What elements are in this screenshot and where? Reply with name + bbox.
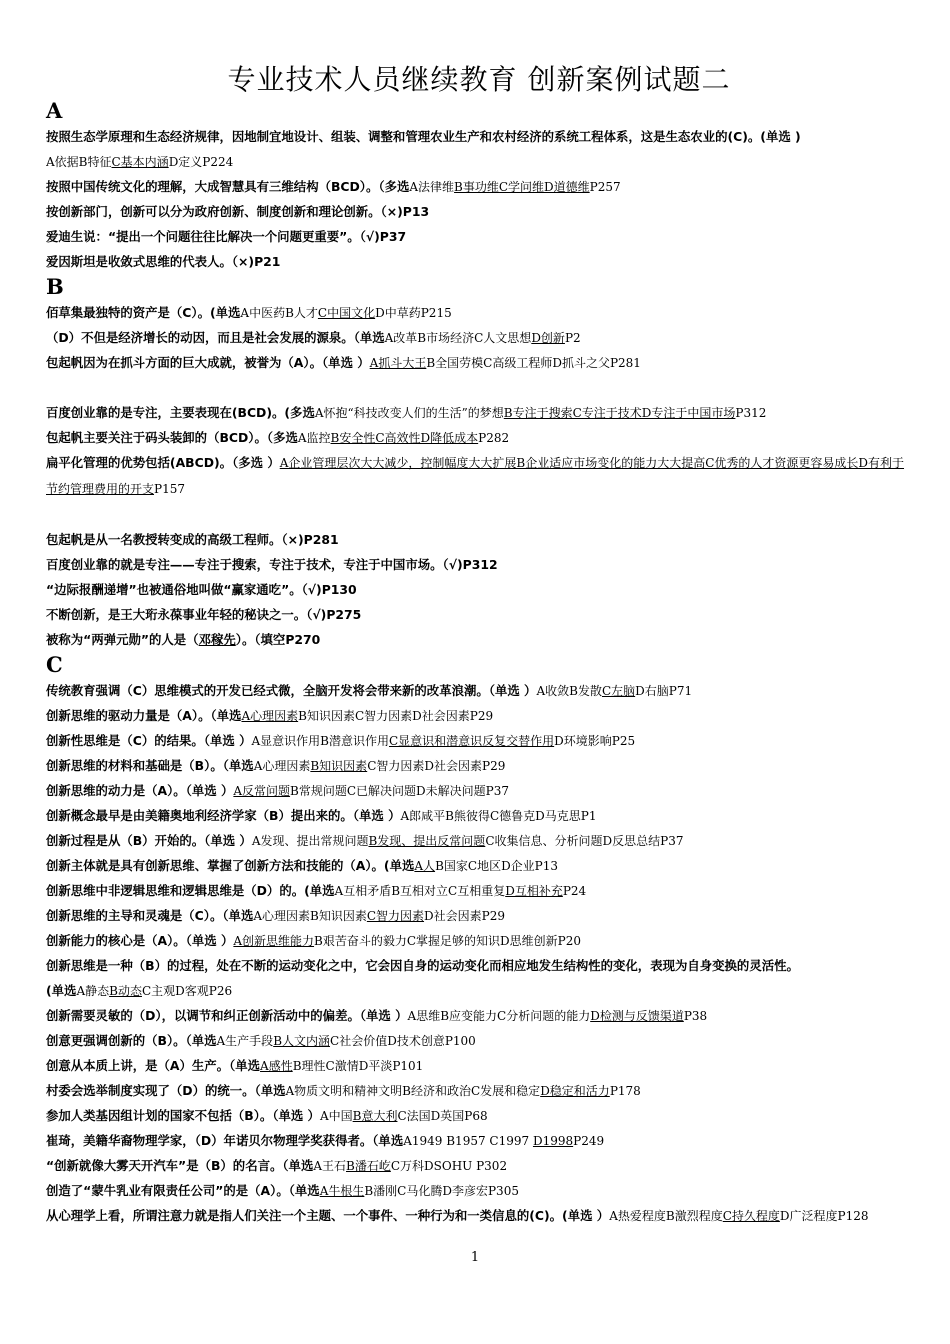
- question-item: [46, 978, 912, 1003]
- question-text: 包起帆主要关注于码头装卸的（BCD）。（多选: [46, 430, 298, 445]
- correct-answer: A牛根生: [319, 1184, 365, 1198]
- document-title: 专业技术人员继续教育 创新案例试题二: [227, 63, 731, 96]
- question-item: [46, 678, 912, 703]
- correct-answer: D检测与反馈渠道: [590, 1009, 684, 1023]
- options-text: A法律维: [409, 180, 455, 194]
- correct-answer: B事功维C学问维D道德维: [454, 180, 590, 194]
- question-text: (单选: [46, 983, 77, 998]
- question-item: [46, 1153, 912, 1178]
- options-text: A中国: [319, 1109, 353, 1123]
- question-item: [46, 149, 912, 174]
- correct-answer: A人: [414, 859, 436, 873]
- options-text-tail: B常规问题C已解决问题D未解决问题P37: [290, 784, 510, 798]
- question-list: [46, 98, 912, 1229]
- correct-answer: C智力因素: [366, 909, 425, 923]
- question-item: [46, 703, 912, 728]
- options-text: A改革B市场经济C人文思想: [384, 331, 532, 345]
- options-text-tail: D社会因素P29: [424, 909, 505, 923]
- correct-answer: A心理因素: [241, 709, 299, 723]
- options-text: A心理因素: [253, 759, 311, 773]
- question-text: 创新性思维是（C）的结果。（单选 ）: [46, 733, 252, 748]
- question-item: [46, 124, 912, 149]
- options-text: A发现、提出常规问题: [251, 834, 369, 848]
- question-item: [46, 753, 912, 778]
- correct-answer: A反常问题: [233, 784, 291, 798]
- question-item: [46, 174, 912, 199]
- options-text-tail: B国家C地区D企业P13: [435, 859, 559, 873]
- question-text: 创新思维的动力是（A）。（单选 ）: [46, 783, 234, 798]
- question-item: [46, 728, 912, 753]
- question-item: [46, 199, 912, 224]
- options-text-tail: D广泛程度P128: [779, 1209, 869, 1223]
- question-item: [46, 1053, 912, 1078]
- options-text-tail: C智力因素D社会因素P29: [367, 759, 506, 773]
- question-text: 村委会选举制度实现了（D）的统一。（单选: [46, 1083, 286, 1098]
- correct-answer: B安全性C高效性D降低成本: [330, 431, 479, 445]
- options-text: A依据B特征: [46, 155, 112, 169]
- question-text: “边际报酬递增”也被通俗地叫做“赢家通吃”。（√)P130: [46, 582, 357, 597]
- question-text: 不断创新，是王大珩永葆事业年轻的秘诀之一。（√)P275: [46, 607, 362, 622]
- question-item: [46, 425, 912, 450]
- correct-answer: D互相补充: [505, 884, 563, 898]
- question-text: 创新需要灵敏的（D），以调节和纠正创新活动中的偏差。（单选 ）: [46, 1008, 408, 1023]
- question-item: [46, 1128, 912, 1153]
- question-text: 创新思维的驱动力量是（A）。（单选: [46, 708, 242, 723]
- correct-answer: A创新思维能力: [233, 934, 315, 948]
- options-text-tail: P257: [589, 180, 621, 194]
- options-text: A心理因素B知识因素: [253, 909, 367, 923]
- options-text-tail: P157: [154, 482, 185, 496]
- correct-answer: B发现、提出反常问题: [368, 834, 486, 848]
- question-item: [46, 325, 912, 350]
- question-text: 百度创业靠的是专注，主要表现在(BCD)。(多选: [46, 405, 315, 420]
- options-text-tail: C万科DSOHU P302: [390, 1159, 508, 1173]
- question-item: [46, 953, 912, 978]
- question-text: 创新过程是从（B）开始的。（单选 ）: [46, 833, 252, 848]
- options-text: A热爱程度B激烈程度: [609, 1209, 723, 1223]
- options-text-tail: B知识因素C智力因素D社会因素P29: [298, 709, 494, 723]
- question-item: [46, 300, 912, 325]
- options-text-tail: C收集信息、分析问题D反思总结P37: [485, 834, 684, 848]
- options-text: A王石: [313, 1159, 347, 1173]
- options-text-tail: B理性C激情D平淡P101: [292, 1059, 424, 1073]
- options-text-tail: B潘刚C马化腾D李彦宏P305: [364, 1184, 519, 1198]
- question-text: 包起帆因为在抓斗方面的巨大成就，被誉为（A）。（单选 ）: [46, 355, 370, 370]
- question-item: [46, 828, 912, 853]
- question-item: [46, 778, 912, 803]
- question-text: 创新思维的主导和灵魂是（C）。（单选: [46, 908, 254, 923]
- question-item: [46, 577, 912, 602]
- correct-answer: C中国文化: [317, 306, 376, 320]
- correct-answer: C基本内涵: [111, 155, 169, 169]
- options-text-tail: P24: [562, 884, 587, 898]
- options-text: A思维B应变能力C分析问题的能力: [407, 1009, 591, 1023]
- question-text: 创新思维中非逻辑思维和逻辑思维是（D）的。(单选: [46, 883, 335, 898]
- options-text-tail: P312: [735, 406, 767, 420]
- question-item: [46, 1203, 912, 1229]
- question-text: 爱迪生说：“提出一个问题往往比解决一个问题更重要”。（√)P37: [46, 229, 407, 244]
- question-item: [46, 627, 912, 652]
- question-item: [46, 450, 912, 502]
- question-text: 从心理学上看，所谓注意力就是指人们关注一个主题、一个事件、一种行为和一类信息的(C)。(单选 ）: [46, 1208, 610, 1223]
- question-text: 创新能力的核心是（A）。（单选 ）: [46, 933, 234, 948]
- question-text: 被称为“两弹元勋”的人是（: [46, 632, 199, 647]
- correct-answer: C持久程度: [722, 1209, 780, 1223]
- correct-answer: B人文内涵: [273, 1034, 331, 1048]
- question-item: [46, 803, 912, 828]
- question-text: 创新思维是一种（B）的过程，处在不断的运动变化之中，它会因自身的运动变化而相应地发生结构性的变化，表现为自身变换的灵活性。: [46, 958, 799, 973]
- options-text-tail: B全国劳模C高级工程师D抓斗之父P281: [426, 356, 641, 370]
- question-text: 参加人类基因组计划的国家不包括（B）。（单选 ）: [46, 1108, 320, 1123]
- question-item: [46, 350, 912, 375]
- options-text-tail: C法国D英国P68: [397, 1109, 488, 1123]
- options-text: A怀抱“科技改变人们的生活”的梦想: [314, 406, 504, 420]
- correct-answer: D创新: [531, 331, 565, 345]
- options-text-tail: P249: [573, 1134, 605, 1148]
- options-text: A显意识作用B潜意识作用: [251, 734, 389, 748]
- question-text: 创意从本质上讲，是（A）生产。（单选: [46, 1058, 261, 1073]
- options-text: A监控: [297, 431, 331, 445]
- options-text: A物质文明和精神文明B经济和政治C发展和稳定: [285, 1084, 541, 1098]
- question-item: [46, 1028, 912, 1053]
- question-text: 创新思维的材料和基础是（B）。（单选: [46, 758, 254, 773]
- question-item: [46, 853, 912, 878]
- question-item: [46, 400, 912, 425]
- question-text: “创新就像大雾天开汽车”是（B）的名言。（单选: [46, 1158, 314, 1173]
- question-item: [46, 1103, 912, 1128]
- question-item: [46, 903, 912, 928]
- question-text: 崔琦，美籍华裔物理学家，（D）年诺贝尔物理学奖获得者。（单选: [46, 1133, 404, 1148]
- options-text: A互相矛盾B互相对立C互相重复: [334, 884, 506, 898]
- correct-answer: D1998: [532, 1134, 574, 1148]
- question-text: 创造了“蒙牛乳业有限责任公司”的是（A）。（单选: [46, 1183, 320, 1198]
- options-text-tail: D中草药P215: [375, 306, 452, 320]
- options-text-tail: D定义P224: [168, 155, 234, 169]
- options-text: A收敛B发散: [536, 684, 602, 698]
- options-text-tail: C主观D客观P26: [141, 984, 233, 998]
- question-text: 爱因斯坦是收敛式思维的代表人。（×)P21: [46, 254, 281, 269]
- section-letter: A: [46, 98, 63, 123]
- page-number: 1: [470, 1250, 480, 1265]
- options-text: A静态: [76, 984, 110, 998]
- question-item: [46, 1003, 912, 1028]
- question-text: 佰草集最独特的资产是（C）。(单选: [46, 305, 241, 320]
- correct-answer: B知识因素: [310, 759, 368, 773]
- correct-answer: A感性: [260, 1059, 293, 1073]
- correct-answer: B专注于搜索C专注于技术D专注于中国市场: [503, 406, 736, 420]
- blank-line: [46, 502, 912, 527]
- question-item: [46, 878, 912, 903]
- question-item: [46, 224, 912, 249]
- correct-answer: D稳定和活力: [540, 1084, 610, 1098]
- question-text: 按创新部门，创新可以分为政府创新、制度创新和理论创新。（×)P13: [46, 204, 430, 219]
- options-text-tail: P282: [478, 431, 510, 445]
- question-item: [46, 928, 912, 953]
- options-text: A中医药B人才: [240, 306, 318, 320]
- section-letter: B: [46, 274, 64, 299]
- question-item: [46, 602, 912, 627]
- question-text: 扁平化管理的优势包括(ABCD)。（多选 ）: [46, 455, 280, 470]
- question-text: 创意更强调创新的（B）。（单选: [46, 1033, 217, 1048]
- question-text: （D）不但是经济增长的动因，而且是社会发展的源泉。（单选: [46, 330, 385, 345]
- section-letter: C: [46, 652, 63, 677]
- question-text: 按照中国传统文化的理解，大成智慧具有三维结构（BCD）。（多选: [46, 179, 410, 194]
- question-text: 包起帆是从一名教授转变成的高级工程师。（×)P281: [46, 532, 339, 547]
- question-item: [46, 1178, 912, 1203]
- question-text: 按照生态学原理和生态经济规律，因地制宜地设计、组装、调整和管理农业生产和农村经济的系统工程体系，这是生态农业的(C)。(单选 ): [46, 129, 801, 144]
- options-text-tail: P178: [609, 1084, 641, 1098]
- blank-line: [46, 375, 912, 400]
- question-text: 传统教育强调（C）思维模式的开发已经式微，全脑开发将会带来新的改革浪潮。（单选 ）: [46, 683, 537, 698]
- question-item: [46, 552, 912, 577]
- options-text: A1949 B1957 C1997: [403, 1134, 533, 1148]
- correct-answer: B潘石屹: [346, 1159, 391, 1173]
- correct-answer: B动态: [109, 984, 142, 998]
- question-item: [46, 1078, 912, 1103]
- correct-answer: A企业管理层次大大减少，控制幅度大大扩展B企业适应市场变化的能力大大提高C优秀的人才资源更容易成长D有利于节约管理费用的开支: [46, 456, 905, 496]
- options-text: A生产手段: [216, 1034, 274, 1048]
- options-text: A郎咸平B熊彼得C德鲁克D马克思P1: [400, 809, 597, 823]
- options-text-tail: P38: [683, 1009, 708, 1023]
- options-text-tail: C社会价值D技术创意P100: [330, 1034, 476, 1048]
- correct-answer: C显意识和潜意识反复交替作用: [388, 734, 555, 748]
- fill-answer: 邓稼先: [198, 632, 236, 647]
- question-text: 创新主体就是具有创新思维、掌握了创新方法和技能的（A）。(单选: [46, 858, 415, 873]
- question-text: 创新概念最早是由美籍奥地利经济学家（B）提出来的。（单选 ）: [46, 808, 401, 823]
- options-text-tail: P2: [564, 331, 581, 345]
- question-text: 百度创业靠的就是专注——专注于搜索，专注于技术，专注于中国市场。（√)P312: [46, 557, 498, 572]
- options-text-tail: D右脑P71: [635, 684, 693, 698]
- question-text-tail: ）。（填空P270: [235, 632, 321, 647]
- correct-answer: B意大利: [352, 1109, 398, 1123]
- correct-answer: A抓斗大王: [369, 356, 427, 370]
- question-item: [46, 527, 912, 552]
- correct-answer: C左脑: [601, 684, 636, 698]
- question-item: [46, 249, 912, 274]
- options-text-tail: D环境影响P25: [554, 734, 636, 748]
- options-text-tail: B艰苦奋斗的毅力C掌握足够的知识D思维创新P20: [314, 934, 582, 948]
